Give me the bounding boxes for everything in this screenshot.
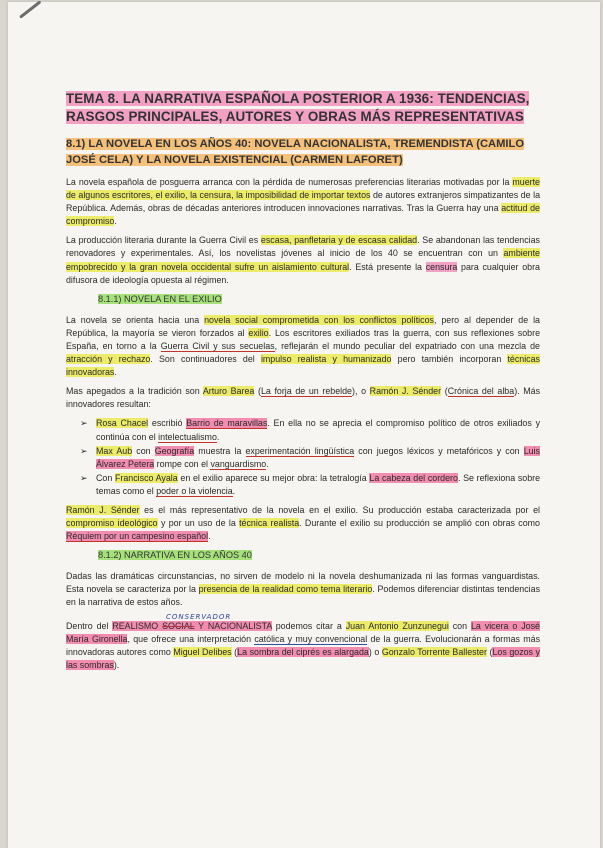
- text-run: .: [114, 367, 117, 378]
- text-run: Mas apegados a la tradición son: [66, 386, 203, 397]
- subsection-heading-exilio: [98, 293, 540, 306]
- text-run: , que ofrece una interpretación: [127, 633, 255, 644]
- text-run: La producción literaria durante la Guerra Civil es: [66, 235, 261, 246]
- text-run: Y NACIONALISTA: [194, 620, 272, 631]
- subsection-heading-text: 8.1.1) NOVELA EN EL EXILIO: [98, 293, 222, 304]
- highlight: presencia de la realidad como tema literario: [198, 584, 373, 595]
- highlight: La vicera o José María Gironella: [66, 620, 540, 644]
- list-item: [66, 472, 540, 498]
- arrow-bullet-icon: ➢: [80, 418, 88, 429]
- text-run: .: [114, 216, 117, 227]
- text-run: de autores extranjeros simpatizantes de la República. Además, obras de décadas anteriores introducen innovaciones narrativas. Tras la Guerra hay una: [66, 190, 540, 214]
- highlight: Ramón J. Sénder: [369, 386, 442, 397]
- text-run: y por un uso de la: [157, 518, 240, 529]
- paragraph-guerra: [66, 234, 540, 286]
- text-run: La novela se orienta hacia una: [66, 314, 205, 325]
- page-title-text: TEMA 8. LA NARRATIVA ESPAÑOLA POSTERIOR A 1936: TENDENCIAS, RASGOS PRINCIPALES, AUTORES Y OBRAS MÁS REPRESENTATIVAS: [66, 91, 530, 124]
- text-run: . En ella no se aprecia el compromiso político de otros exiliados y continúa con el: [96, 418, 541, 442]
- paragraph-sender: [66, 504, 540, 543]
- highlight: escasa, panfletaria y de escasa calidad: [260, 235, 418, 246]
- text-run: . Se reflexiona sobre temas como el: [96, 472, 541, 496]
- handwritten-note: CONSERVADOR: [166, 612, 232, 621]
- highlight: Ramón J. Sénder: [66, 504, 140, 515]
- highlight: censura: [425, 261, 458, 272]
- text-run: (: [231, 646, 238, 657]
- highlight: Barrio de maravillas: [186, 418, 268, 429]
- text-run: con: [448, 620, 471, 631]
- text-run: Dentro del: [66, 620, 113, 631]
- text-run: . Se abandonan las tendencias renovadores y experimentales. Así, los novelistas jóvenes al inicio de los 40 se encuentran con un: [66, 235, 540, 259]
- page-title: [66, 90, 540, 126]
- text-run: (: [254, 386, 261, 397]
- highlight: técnicas innovadoras: [66, 354, 540, 378]
- text-run: .: [208, 531, 211, 542]
- highlight: La cabeza del cordero: [369, 472, 458, 483]
- subsection-heading-anos40: [98, 549, 540, 562]
- text-run: es el más representativo de la novela en el exilio. Su producción estaba caracterizada por el: [139, 504, 540, 515]
- text-run: de la guerra. Evolucionarán a formas más innovadoras autores como: [66, 633, 541, 657]
- highlight: La sombra del ciprés es alargada: [237, 646, 369, 657]
- highlight: Gonzalo Torrente Ballester: [381, 646, 487, 657]
- underline: experimentación lingüística: [245, 445, 355, 456]
- text-run: con juegos léxicos y metafóricos y con: [354, 445, 524, 456]
- paragraph-anos40: [66, 570, 540, 609]
- text-run: Con: [96, 472, 115, 483]
- highlight: Réquiem por un campesino español: [66, 531, 209, 542]
- text-run: .: [216, 431, 220, 442]
- underline: intelectualismo: [158, 431, 217, 442]
- text-run: rompe con el: [154, 458, 211, 469]
- highlight: atracción y rechazo: [66, 354, 151, 365]
- highlight: Los gozos y las sombras: [66, 646, 540, 670]
- text-run: ). Más innovadores resultan:: [66, 386, 541, 410]
- text-run: La novela española de posguerra arranca con la pérdida de numerosas preferencias literarias motivadas por la: [66, 177, 513, 187]
- underline: La forja de un rebelde: [260, 386, 352, 397]
- section-heading-text: 8.1) LA NOVELA EN LOS AÑOS 40: NOVELA NACIONALISTA, TREMENDISTA (CAMILO JOSÉ CELA) Y LA NOVELA EXISTENCIAL (CARMEN LAFORET): [66, 138, 525, 166]
- underline: Guerra Civil y sus secuelas: [160, 340, 275, 351]
- text-run: con: [132, 445, 155, 456]
- highlight: Luis Álvarez Petera: [96, 445, 540, 469]
- text-run: muestra la: [194, 445, 246, 456]
- struck-text: SOCIAL: [162, 620, 195, 631]
- paragraph-intro: [66, 176, 540, 228]
- highlight: técnica realista: [239, 518, 300, 529]
- highlight: Arturo Barea: [202, 386, 255, 397]
- highlight: novela social comprometida con los conflictos políticos: [204, 314, 434, 325]
- document-body: [66, 90, 540, 678]
- text-run: , reflejarán el mundo peculiar del expatriado con una mezcla de: [274, 340, 540, 351]
- text-run: . Está presente la: [349, 261, 426, 272]
- text-run: ), o: [352, 386, 370, 397]
- text-run: en el exilio aparece su mejor obra: la tetralogía: [177, 472, 370, 483]
- section-heading: [66, 136, 540, 168]
- paragraph-tradicion: [66, 385, 540, 411]
- highlight: impulso realista y humanizado: [260, 354, 392, 365]
- text-run: .: [232, 485, 236, 496]
- underline: vanguardismo: [210, 458, 267, 469]
- arrow-bullet-icon: ➢: [80, 472, 88, 483]
- list-item: [66, 445, 540, 471]
- highlight: Rosa Chacel: [96, 418, 149, 429]
- highlight: actitud de compromiso: [66, 203, 540, 227]
- text-run: para cualquier obra difusora de ideología opuesta al régimen.: [66, 261, 540, 285]
- paragraph-realismo: [66, 612, 541, 672]
- underline: católica y muy convencional: [254, 633, 368, 644]
- text-run: ).: [113, 659, 120, 670]
- bullet-list: [66, 417, 540, 498]
- underline: poder o la violencia: [156, 485, 233, 496]
- arrow-bullet-icon: ➢: [80, 445, 88, 456]
- pen-mark: [19, 0, 41, 18]
- text-run: escribió: [148, 418, 187, 429]
- text-run: (: [441, 386, 448, 397]
- text-run: . Durante el exilio su producción se amplió con obras como: [299, 518, 540, 529]
- text-run: podemos citar a: [271, 620, 346, 631]
- highlight: compromiso ideológico: [66, 518, 158, 529]
- text-run: pero también incorporan: [391, 354, 508, 365]
- text-run: ) o: [368, 646, 382, 657]
- highlight: ambiente empobrecido y la gran novela occidental sufre un aislamiento cultural: [66, 248, 540, 272]
- highlight: Geografía: [154, 445, 195, 456]
- highlight: Francisco Ayala: [114, 472, 178, 483]
- paragraph-exilio: [66, 314, 540, 379]
- subsection-heading-text: 8.1.2) NARRATIVA EN LOS AÑOS 40: [98, 550, 252, 561]
- text-run: (: [486, 646, 493, 657]
- highlight: exilio: [248, 327, 269, 338]
- list-item: [66, 417, 540, 443]
- underline: Crónica del alba: [447, 386, 515, 397]
- text-run: . Podemos diferenciar distintas tendencias en la narrativa de estos años.: [66, 584, 541, 608]
- text-run: .: [266, 458, 269, 469]
- paper-sheet: [8, 2, 600, 848]
- text-run: . Son continuadores del: [150, 354, 261, 365]
- highlight: muerte de algunos escritores, el exilio, la censura, la imposibilidad de importar textos: [66, 177, 540, 201]
- highlight: Max Aub: [96, 445, 133, 456]
- highlight: Juan Antonio Zunzunegui: [345, 620, 449, 631]
- highlight: Miguel Delibes: [173, 646, 232, 657]
- text-run: Dadas las dramáticas circunstancias, no sirven de modelo ni la novela deshumanizada ni las formas vanguardistas. Esta novela se caracteriza por la: [66, 571, 540, 595]
- text-run: . Los escritores exiliados tras la guerra, con sus reflexiones sobre España, en torno a la: [66, 327, 541, 351]
- text-run: , pero al depender de la República, la mayoría se vieron forzados al: [66, 314, 540, 338]
- text-run: REALISMO: [112, 620, 163, 631]
